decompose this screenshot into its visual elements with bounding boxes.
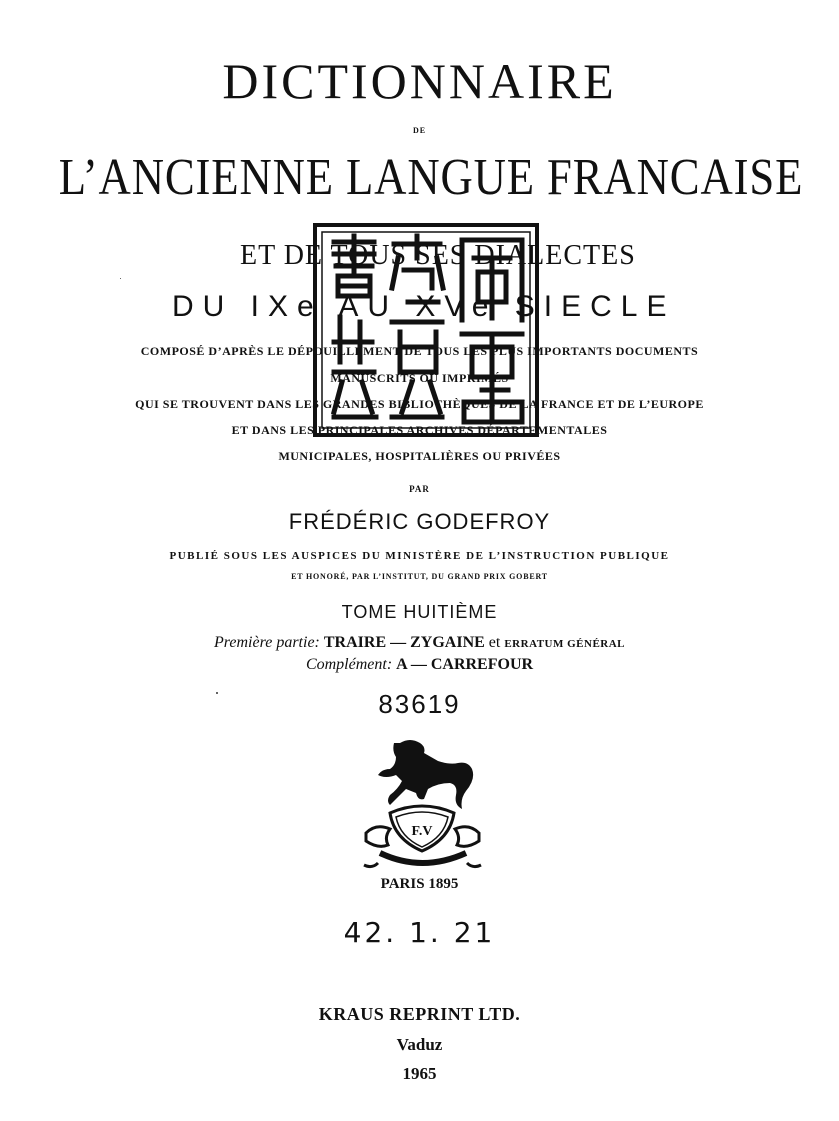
volume-tome: TOME HUITIÈME [341, 602, 498, 622]
monogram-text: F.V [411, 824, 433, 839]
partie-label: Première partie: [213, 634, 320, 651]
publication-auspices: PUBLIÉ SOUS LES AUSPICES DU MINISTÈRE DE L’INSTRUCTION PUBLIQUE [169, 550, 670, 562]
volume-partie [0, 634, 839, 652]
subtitle-municipales: MUNICIPALES, HOSPITALIÈRES OU PRIVÉES [278, 449, 561, 463]
volume-complement [0, 656, 839, 674]
publisher-horse-emblem [360, 735, 485, 875]
par-label: PAR [409, 484, 430, 494]
complement-label: Complément: [305, 656, 393, 673]
partie-erratum: ERRATUM GÉNÉRAL [504, 638, 626, 650]
complement-range: A — CARREFOUR [396, 656, 534, 673]
author-name: FRÉDÉRIC GODEFROY [288, 509, 551, 534]
publication-honore: ET HONORÉ, PAR L’INSTITUT, DU GRAND PRIX GOBERT [291, 572, 548, 581]
reprint-city: Vaduz [396, 1035, 443, 1054]
partie-range: TRAIRE — ZYGAINE [323, 634, 485, 651]
catalog-number: 83619 [378, 689, 461, 719]
reprint-year: 1965 [402, 1064, 437, 1083]
title-ancienne-langue: L’ANCIENNE LANGUE FRANCAISE [58, 149, 804, 206]
subtitle-archives: ET DANS LES PRINCIPALES ARCHIVES DÉPARTEMENTALES [231, 423, 608, 437]
library-seal-stamp [312, 222, 540, 438]
title-siecles-text: DU IXe AU XVe SIECLE [172, 290, 676, 323]
title-de: DE [412, 126, 427, 135]
reprint-publisher: KRAUS REPRINT LTD. [318, 1004, 521, 1024]
monogram-cartouche [390, 806, 454, 851]
horse-icon [378, 740, 473, 809]
subtitle-compose: COMPOSÉ D’APRÈS LE DÉPOUILLEMENT DE TOUS LES PLUS IMPORTANTS DOCUMENTS [140, 344, 699, 358]
handwritten-shelfmark: 42. 1. 21 [343, 916, 496, 949]
print-speck [216, 692, 218, 694]
subtitle-manuscrits: MANUSCRITS OU IMPRIMÉS [330, 371, 509, 385]
title-dialectes-text: ET DE TOUS SES DIALECTES [240, 240, 636, 271]
subtitle-trouvent: QUI SE TROUVENT DANS LES GRANDES BIBLIOTHÈQUES DE LA FRANCE ET DE L’EUROPE [135, 397, 704, 411]
imprint-place-year: PARIS 1895 [380, 876, 459, 892]
print-speck [120, 278, 121, 279]
partie-et: et [488, 634, 501, 651]
title-dictionnaire: DICTIONNAIRE [222, 53, 617, 109]
seal-glyphs [334, 236, 522, 422]
